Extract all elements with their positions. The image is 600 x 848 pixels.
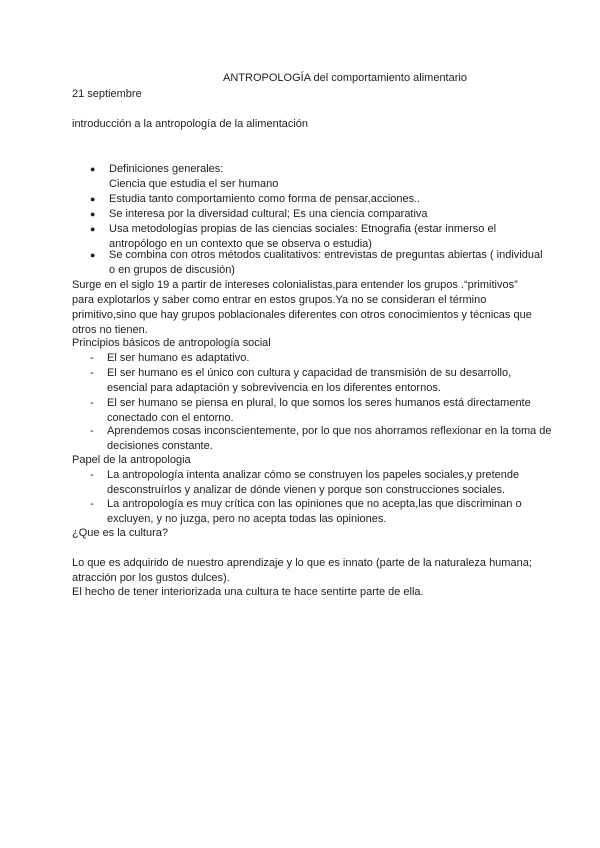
culture-paragraph: Lo que es adquirido de nuestro aprendizaje y lo que es innato (parte de la naturaleza humana; atracción por los gustos dulces). <box>72 557 532 584</box>
dash-marker: - <box>90 498 94 510</box>
bullet-text: Se interesa por la diversidad cultural; Es una ciencia comparativa <box>109 208 428 220</box>
dash-marker: - <box>90 397 94 409</box>
dash-marker: - <box>90 425 94 437</box>
culture-closing: El hecho de tener interiorizada una cultura te hace sentirte parte de ella. <box>72 586 424 598</box>
role-text: La antropología es muy crítica con las opiniones que no acepta,las que discriminan o excluyen, y no juzga, pero no acepta todas las opiniones. <box>107 498 522 525</box>
origin-paragraph: Surge en el siglo 19 a partir de intereses colonialistas,para entender los grupos .“primitivos” para explotarlos y saber como entrar en estos grupos.Ya no se consideran el término primitivo,sino que hay grupos poblacionales diferentes con otros conocimientos y técnicas que otros no tienen. <box>72 279 532 336</box>
bullet-icon: ● <box>90 250 96 260</box>
culture-question: ¿Que es la cultura? <box>72 527 168 539</box>
role-heading: Papel de la antropologia <box>72 454 191 466</box>
document-date: 21 septiembre <box>72 88 142 100</box>
role-text: La antropología intenta analizar cómo se construyen los papeles sociales,y pretende desconstruírlos y analizar de dónde vienen y porque son construcciones sociales. <box>107 469 520 496</box>
document-title: ANTROPOLOGÍA del comportamiento alimentario <box>223 72 467 84</box>
principle-text: El ser humano se piensa en plural, lo que somos los seres humanos está directamente conectado con el entorno. <box>107 397 531 424</box>
dash-marker: - <box>90 367 94 379</box>
bullet-icon: ● <box>90 164 96 174</box>
principle-text: El ser humano es adaptativo. <box>107 352 250 364</box>
dash-marker: - <box>90 352 94 364</box>
bullet-icon: ● <box>90 209 96 219</box>
bullet-text: Se combina con otros métodos cualitativos: entrevistas de preguntas abiertas ( individual o en grupos de discusión) <box>109 249 543 276</box>
principle-text: El ser humano es el único con cultura y capacidad de transmisión de su desarrollo, esencial para adaptación y sobrevivencia en los diferentes entornos. <box>107 367 512 394</box>
bullet-icon: ● <box>90 224 96 234</box>
bullet-text: Estudia tanto comportamiento como forma de pensar,acciones.. <box>109 193 421 205</box>
section-subtitle: introducción a la antropología de la alimentación <box>72 118 309 130</box>
principle-text: Aprendemos cosas inconscientemente, por lo que nos ahorramos reflexionar en la toma de decisiones constante. <box>107 425 552 452</box>
bullet-icon: ● <box>90 194 96 204</box>
bullet-text: Definiciones generales: Ciencia que estudia el ser humano <box>109 163 279 190</box>
dash-marker: - <box>90 469 94 481</box>
bullet-text: Usa metodologías propias de las ciencias sociales: Etnografia (estar inmerso el antropólogo en un contexto que se observa o estudia) <box>109 223 497 250</box>
principles-heading: Principios básicos de antropología social <box>72 337 271 349</box>
